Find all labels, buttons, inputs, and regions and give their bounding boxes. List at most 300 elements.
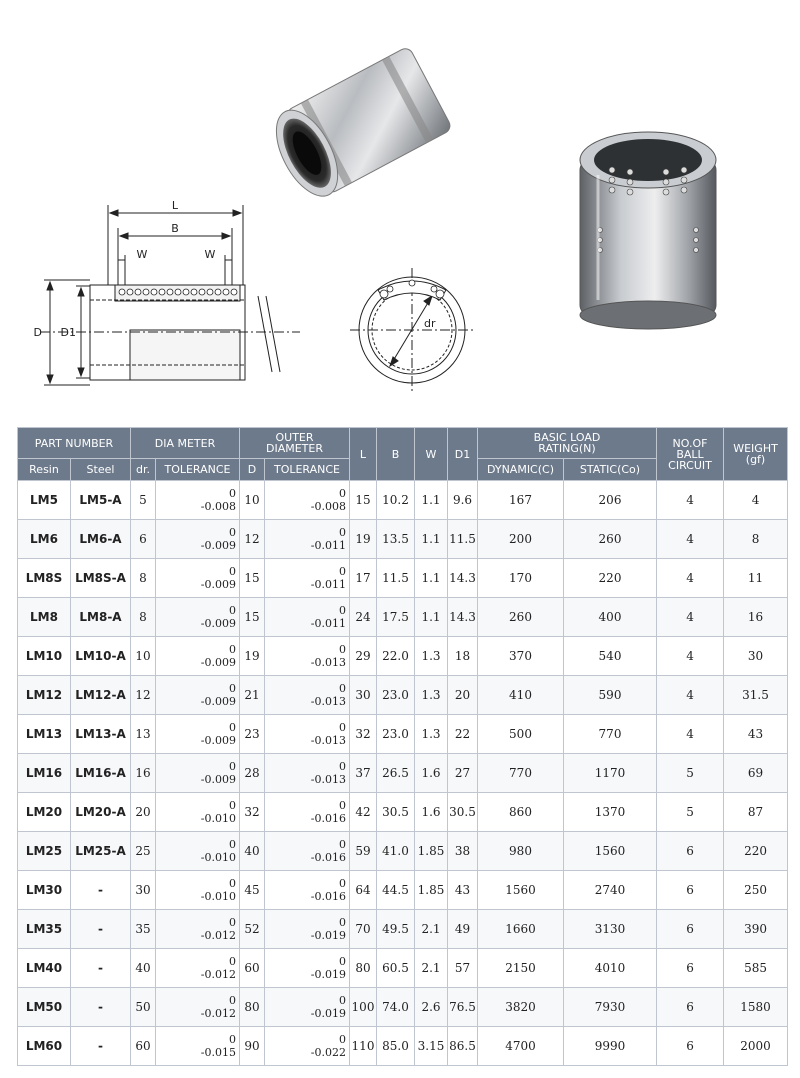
header-dia-meter: DIA METER <box>131 428 240 459</box>
cell-dr-tolerance-upper: 0 <box>229 994 236 1007</box>
cell-static: 590 <box>564 676 657 715</box>
spec-table-container <box>17 427 787 1066</box>
cell-W: 1.6 <box>415 754 448 793</box>
header-B: B <box>377 428 415 481</box>
cell-D-tolerance-upper: 0 <box>339 799 346 812</box>
dimension-W-left-label: W <box>136 248 148 261</box>
cell-D-tolerance-upper: 0 <box>339 604 346 617</box>
cell-D1: 49 <box>448 910 478 949</box>
cell-balls: 6 <box>657 871 724 910</box>
cell-dr: 12 <box>131 676 156 715</box>
cell-W: 1.3 <box>415 676 448 715</box>
cell-L: 80 <box>350 949 377 988</box>
header-W: W <box>415 428 448 481</box>
cell-D-tolerance-lower: -0.022 <box>310 1046 346 1059</box>
cell-balls: 4 <box>657 559 724 598</box>
cell-D: 90 <box>240 1027 265 1066</box>
cell-static: 7930 <box>564 988 657 1027</box>
cell-dr-tolerance-upper: 0 <box>229 1033 236 1046</box>
subheader-dr: dr. <box>131 459 156 481</box>
cell-static: 2740 <box>564 871 657 910</box>
cell-L: 59 <box>350 832 377 871</box>
cell-dynamic: 770 <box>478 754 564 793</box>
cell-resin-part: LM60 <box>18 1027 71 1066</box>
cell-dr-tolerance-lower: -0.010 <box>200 851 236 864</box>
table-row <box>18 637 788 676</box>
cell-weight: 390 <box>724 910 788 949</box>
cell-dr-tolerance-upper: 0 <box>229 526 236 539</box>
cell-dynamic: 1560 <box>478 871 564 910</box>
header-balls-line3: CIRCUIT <box>668 458 712 472</box>
cell-dr-tolerance-upper: 0 <box>229 604 236 617</box>
cell-steel-part: LM25-A <box>71 832 131 871</box>
ball-row-drawing <box>119 289 237 295</box>
cell-L: 19 <box>350 520 377 559</box>
cell-balls: 6 <box>657 910 724 949</box>
cell-W: 1.1 <box>415 598 448 637</box>
cell-D-tolerance-upper: 0 <box>339 916 346 929</box>
cell-D: 15 <box>240 598 265 637</box>
cell-D-tolerance-upper: 0 <box>339 526 346 539</box>
cell-steel-part: LM16-A <box>71 754 131 793</box>
cell-dr: 35 <box>131 910 156 949</box>
table-row <box>18 949 788 988</box>
header-outer-diameter-line2: DIAMETER <box>266 442 323 455</box>
cell-dr-tolerance-upper: 0 <box>229 955 236 968</box>
dimension-B-label: B <box>171 222 179 235</box>
cell-D-tolerance <box>265 676 350 715</box>
cell-D: 60 <box>240 949 265 988</box>
cell-dr-tolerance-upper: 0 <box>229 799 236 812</box>
cell-B: 17.5 <box>377 598 415 637</box>
table-row <box>18 910 788 949</box>
cell-dr: 8 <box>131 598 156 637</box>
cell-steel-part: - <box>71 949 131 988</box>
cell-D-tolerance-upper: 0 <box>339 565 346 578</box>
cell-dynamic: 980 <box>478 832 564 871</box>
subheader-static: STATIC(Co) <box>564 459 657 481</box>
cell-resin-part: LM50 <box>18 988 71 1027</box>
cell-dr-tolerance-upper: 0 <box>229 565 236 578</box>
cell-D-tolerance-upper: 0 <box>339 487 346 500</box>
cell-resin-part: LM5 <box>18 481 71 520</box>
cell-dr-tolerance <box>156 559 240 598</box>
cell-dr-tolerance-lower: -0.012 <box>200 1007 236 1020</box>
cell-dr: 5 <box>131 481 156 520</box>
cell-L: 110 <box>350 1027 377 1066</box>
cell-D: 40 <box>240 832 265 871</box>
cell-dr-tolerance <box>156 676 240 715</box>
cell-static: 260 <box>564 520 657 559</box>
cell-D-tolerance <box>265 598 350 637</box>
cell-static: 540 <box>564 637 657 676</box>
cell-D: 10 <box>240 481 265 520</box>
cell-dynamic: 410 <box>478 676 564 715</box>
cell-dynamic: 500 <box>478 715 564 754</box>
cell-W: 1.1 <box>415 559 448 598</box>
header-outer-diameter-line1: OUTER <box>275 431 314 444</box>
cell-D1: 20 <box>448 676 478 715</box>
cell-D-tolerance-upper: 0 <box>339 877 346 890</box>
cell-dr-tolerance-upper: 0 <box>229 877 236 890</box>
cell-D-tolerance-upper: 0 <box>339 994 346 1007</box>
cell-balls: 5 <box>657 754 724 793</box>
cell-B: 23.0 <box>377 715 415 754</box>
cell-balls: 6 <box>657 949 724 988</box>
table-row <box>18 598 788 637</box>
cell-dr-tolerance-lower: -0.012 <box>200 929 236 942</box>
cell-W: 1.1 <box>415 520 448 559</box>
cell-dr-tolerance <box>156 520 240 559</box>
cell-dr-tolerance <box>156 871 240 910</box>
header-D1: D1 <box>448 428 478 481</box>
cell-D-tolerance-lower: -0.013 <box>310 656 346 669</box>
cell-B: 11.5 <box>377 559 415 598</box>
cell-D-tolerance-lower: -0.011 <box>310 617 346 630</box>
cell-D-tolerance <box>265 793 350 832</box>
table-row <box>18 481 788 520</box>
cell-steel-part: LM6-A <box>71 520 131 559</box>
table-row <box>18 1027 788 1066</box>
cell-W: 2.1 <box>415 949 448 988</box>
cell-B: 10.2 <box>377 481 415 520</box>
cell-L: 100 <box>350 988 377 1027</box>
cell-resin-part: LM25 <box>18 832 71 871</box>
cell-steel-part: LM13-A <box>71 715 131 754</box>
cell-weight: 31.5 <box>724 676 788 715</box>
cell-weight: 1580 <box>724 988 788 1027</box>
cell-B: 41.0 <box>377 832 415 871</box>
cell-dr-tolerance-lower: -0.012 <box>200 968 236 981</box>
cell-balls: 4 <box>657 715 724 754</box>
cell-resin-part: LM8 <box>18 598 71 637</box>
cell-dr: 40 <box>131 949 156 988</box>
cell-D-tolerance <box>265 754 350 793</box>
cell-D-tolerance-upper: 0 <box>339 643 346 656</box>
table-row <box>18 754 788 793</box>
header-basic-load <box>478 428 657 459</box>
cell-dr-tolerance <box>156 949 240 988</box>
cell-D-tolerance-upper: 0 <box>339 682 346 695</box>
cell-D1: 9.6 <box>448 481 478 520</box>
cell-dynamic: 4700 <box>478 1027 564 1066</box>
cell-dr-tolerance <box>156 598 240 637</box>
cell-dynamic: 200 <box>478 520 564 559</box>
cell-D-tolerance-upper: 0 <box>339 955 346 968</box>
cell-static: 1170 <box>564 754 657 793</box>
cell-static: 3130 <box>564 910 657 949</box>
cell-dr-tolerance-lower: -0.009 <box>200 773 236 786</box>
cell-D: 21 <box>240 676 265 715</box>
cell-dr: 6 <box>131 520 156 559</box>
cell-dr: 8 <box>131 559 156 598</box>
cell-D-tolerance <box>265 481 350 520</box>
cell-dr-tolerance-upper: 0 <box>229 682 236 695</box>
cell-D: 19 <box>240 637 265 676</box>
cell-steel-part: LM12-A <box>71 676 131 715</box>
cell-steel-part: - <box>71 988 131 1027</box>
cell-steel-part: - <box>71 871 131 910</box>
cell-weight: 585 <box>724 949 788 988</box>
bearing-drawings <box>0 0 800 420</box>
cell-balls: 4 <box>657 481 724 520</box>
cell-steel-part: LM8S-A <box>71 559 131 598</box>
cell-D1: 43 <box>448 871 478 910</box>
cell-D-tolerance-upper: 0 <box>339 760 346 773</box>
cell-D: 32 <box>240 793 265 832</box>
cell-dr: 50 <box>131 988 156 1027</box>
table-row <box>18 715 788 754</box>
cell-D-tolerance-upper: 0 <box>339 721 346 734</box>
cell-B: 49.5 <box>377 910 415 949</box>
cell-steel-part: LM5-A <box>71 481 131 520</box>
cell-L: 42 <box>350 793 377 832</box>
cell-dr-tolerance <box>156 988 240 1027</box>
cell-dr-tolerance-lower: -0.009 <box>200 539 236 552</box>
cell-W: 1.85 <box>415 871 448 910</box>
cell-W: 1.1 <box>415 481 448 520</box>
subheader-resin: Resin <box>18 459 71 481</box>
cell-B: 22.0 <box>377 637 415 676</box>
cell-resin-part: LM8S <box>18 559 71 598</box>
cell-balls: 5 <box>657 793 724 832</box>
spec-table <box>17 427 788 1066</box>
cell-B: 30.5 <box>377 793 415 832</box>
header-balls-line2: BALL <box>676 447 704 461</box>
cell-D-tolerance-lower: -0.019 <box>310 1007 346 1020</box>
cell-D: 52 <box>240 910 265 949</box>
spec-table-body <box>18 481 788 1066</box>
cell-dr-tolerance-lower: -0.009 <box>200 578 236 591</box>
cell-weight: 2000 <box>724 1027 788 1066</box>
table-row <box>18 559 788 598</box>
cell-resin-part: LM20 <box>18 793 71 832</box>
cell-dynamic: 1660 <box>478 910 564 949</box>
cell-D1: 18 <box>448 637 478 676</box>
cell-static: 206 <box>564 481 657 520</box>
cell-B: 13.5 <box>377 520 415 559</box>
cell-D1: 86.5 <box>448 1027 478 1066</box>
cell-D-tolerance-lower: -0.013 <box>310 695 346 708</box>
bearing-photo-front <box>264 46 453 206</box>
cell-B: 60.5 <box>377 949 415 988</box>
cell-D: 23 <box>240 715 265 754</box>
cell-steel-part: LM20-A <box>71 793 131 832</box>
cell-D1: 27 <box>448 754 478 793</box>
cell-L: 30 <box>350 676 377 715</box>
cell-D1: 14.3 <box>448 598 478 637</box>
cell-dynamic: 370 <box>478 637 564 676</box>
cell-D: 12 <box>240 520 265 559</box>
table-row <box>18 988 788 1027</box>
bearing-photo-cutaway <box>580 132 716 329</box>
cell-W: 2.6 <box>415 988 448 1027</box>
cell-D: 15 <box>240 559 265 598</box>
header-part-number: PART NUMBER <box>18 428 131 459</box>
header-balls-line1: NO.OF <box>672 436 708 450</box>
cell-weight: 11 <box>724 559 788 598</box>
cell-dynamic: 3820 <box>478 988 564 1027</box>
cell-L: 37 <box>350 754 377 793</box>
cell-D-tolerance-upper: 0 <box>339 1033 346 1046</box>
cell-static: 770 <box>564 715 657 754</box>
cell-W: 1.3 <box>415 715 448 754</box>
cell-dr-tolerance <box>156 832 240 871</box>
subheader-steel: Steel <box>71 459 131 481</box>
cell-L: 64 <box>350 871 377 910</box>
cell-D-tolerance <box>265 715 350 754</box>
cell-dr-tolerance-upper: 0 <box>229 760 236 773</box>
cell-weight: 69 <box>724 754 788 793</box>
cell-D-tolerance <box>265 637 350 676</box>
cell-D-tolerance-lower: -0.008 <box>310 500 346 513</box>
cell-dr-tolerance-upper: 0 <box>229 916 236 929</box>
cell-dr-tolerance-lower: -0.009 <box>200 695 236 708</box>
cell-weight: 250 <box>724 871 788 910</box>
cell-B: 44.5 <box>377 871 415 910</box>
cell-D-tolerance <box>265 910 350 949</box>
cell-dr-tolerance-lower: -0.008 <box>200 500 236 513</box>
cell-D-tolerance-lower: -0.011 <box>310 578 346 591</box>
cell-dr-tolerance-lower: -0.010 <box>200 812 236 825</box>
cell-D-tolerance <box>265 1027 350 1066</box>
cell-dynamic: 860 <box>478 793 564 832</box>
cell-D: 28 <box>240 754 265 793</box>
cell-D: 45 <box>240 871 265 910</box>
header-weight-line2: (gf) <box>745 453 766 466</box>
cell-W: 3.15 <box>415 1027 448 1066</box>
cell-D-tolerance <box>265 832 350 871</box>
cell-L: 29 <box>350 637 377 676</box>
header-L: L <box>350 428 377 481</box>
cell-balls: 4 <box>657 637 724 676</box>
dimension-W-right-label: W <box>204 248 216 261</box>
cell-dr-tolerance-lower: -0.009 <box>200 656 236 669</box>
cell-W: 2.1 <box>415 910 448 949</box>
header-no-of-ball-circuit <box>657 428 724 481</box>
cell-resin-part: LM10 <box>18 637 71 676</box>
cell-dr: 16 <box>131 754 156 793</box>
cell-resin-part: LM13 <box>18 715 71 754</box>
cell-D-tolerance <box>265 559 350 598</box>
subheader-tolerance-dr: TOLERANCE <box>156 459 240 481</box>
cell-B: 26.5 <box>377 754 415 793</box>
cell-D-tolerance-lower: -0.019 <box>310 968 346 981</box>
table-header-row-1 <box>18 428 788 459</box>
cell-D: 80 <box>240 988 265 1027</box>
header-weight <box>724 428 788 481</box>
cell-dynamic: 167 <box>478 481 564 520</box>
cell-D-tolerance-lower: -0.016 <box>310 851 346 864</box>
cell-W: 1.85 <box>415 832 448 871</box>
cell-dr-tolerance-lower: -0.010 <box>200 890 236 903</box>
cell-static: 1370 <box>564 793 657 832</box>
cell-D1: 22 <box>448 715 478 754</box>
cell-steel-part: LM8-A <box>71 598 131 637</box>
cell-resin-part: LM12 <box>18 676 71 715</box>
cell-D-tolerance-lower: -0.013 <box>310 734 346 747</box>
cell-dynamic: 260 <box>478 598 564 637</box>
dimension-D-label: D <box>33 326 42 339</box>
cell-dr: 30 <box>131 871 156 910</box>
table-row <box>18 832 788 871</box>
header-outer-diameter <box>240 428 350 459</box>
cell-resin-part: LM40 <box>18 949 71 988</box>
cell-weight: 87 <box>724 793 788 832</box>
cell-dr: 20 <box>131 793 156 832</box>
cell-dr-tolerance-upper: 0 <box>229 721 236 734</box>
cell-D-tolerance-upper: 0 <box>339 838 346 851</box>
cell-dr-tolerance <box>156 637 240 676</box>
cell-D-tolerance <box>265 949 350 988</box>
cell-D1: 76.5 <box>448 988 478 1027</box>
cell-L: 17 <box>350 559 377 598</box>
cell-balls: 6 <box>657 988 724 1027</box>
cell-resin-part: LM16 <box>18 754 71 793</box>
cell-D-tolerance-lower: -0.019 <box>310 929 346 942</box>
cell-steel-part: LM10-A <box>71 637 131 676</box>
cell-dynamic: 2150 <box>478 949 564 988</box>
cell-dr: 10 <box>131 637 156 676</box>
cell-balls: 4 <box>657 598 724 637</box>
cell-dr-tolerance-upper: 0 <box>229 838 236 851</box>
table-row <box>18 871 788 910</box>
cell-D-tolerance <box>265 520 350 559</box>
cell-weight: 30 <box>724 637 788 676</box>
subheader-D: D <box>240 459 265 481</box>
cell-B: 23.0 <box>377 676 415 715</box>
cell-D-tolerance-lower: -0.016 <box>310 890 346 903</box>
cell-dr-tolerance-lower: -0.009 <box>200 734 236 747</box>
dimension-L-label: L <box>171 199 179 212</box>
cell-resin-part: LM6 <box>18 520 71 559</box>
product-illustrations <box>0 0 800 420</box>
cell-D1: 30.5 <box>448 793 478 832</box>
cell-static: 9990 <box>564 1027 657 1066</box>
cell-dr-tolerance <box>156 715 240 754</box>
cell-D-tolerance <box>265 988 350 1027</box>
table-row <box>18 676 788 715</box>
cell-dr-tolerance-upper: 0 <box>229 643 236 656</box>
cell-resin-part: LM30 <box>18 871 71 910</box>
cell-D1: 14.3 <box>448 559 478 598</box>
cell-dr-tolerance-lower: -0.015 <box>200 1046 236 1059</box>
dimension-D1-label: D1 <box>60 326 76 339</box>
cell-dr-tolerance <box>156 481 240 520</box>
cell-D1: 38 <box>448 832 478 871</box>
cell-dr-tolerance <box>156 793 240 832</box>
cell-L: 70 <box>350 910 377 949</box>
cell-balls: 6 <box>657 832 724 871</box>
table-row <box>18 793 788 832</box>
cell-steel-part: - <box>71 1027 131 1066</box>
table-row <box>18 520 788 559</box>
cell-balls: 6 <box>657 1027 724 1066</box>
cell-static: 400 <box>564 598 657 637</box>
cell-B: 85.0 <box>377 1027 415 1066</box>
cell-weight: 43 <box>724 715 788 754</box>
cell-D-tolerance-lower: -0.013 <box>310 773 346 786</box>
cell-weight: 16 <box>724 598 788 637</box>
cell-W: 1.3 <box>415 637 448 676</box>
header-basic-load-line2: RATING(N) <box>538 442 596 455</box>
cell-D1: 57 <box>448 949 478 988</box>
cell-dr-tolerance <box>156 1027 240 1066</box>
cell-dr: 13 <box>131 715 156 754</box>
cell-steel-part: - <box>71 910 131 949</box>
cell-dr-tolerance-upper: 0 <box>229 487 236 500</box>
subheader-dynamic: DYNAMIC(C) <box>478 459 564 481</box>
